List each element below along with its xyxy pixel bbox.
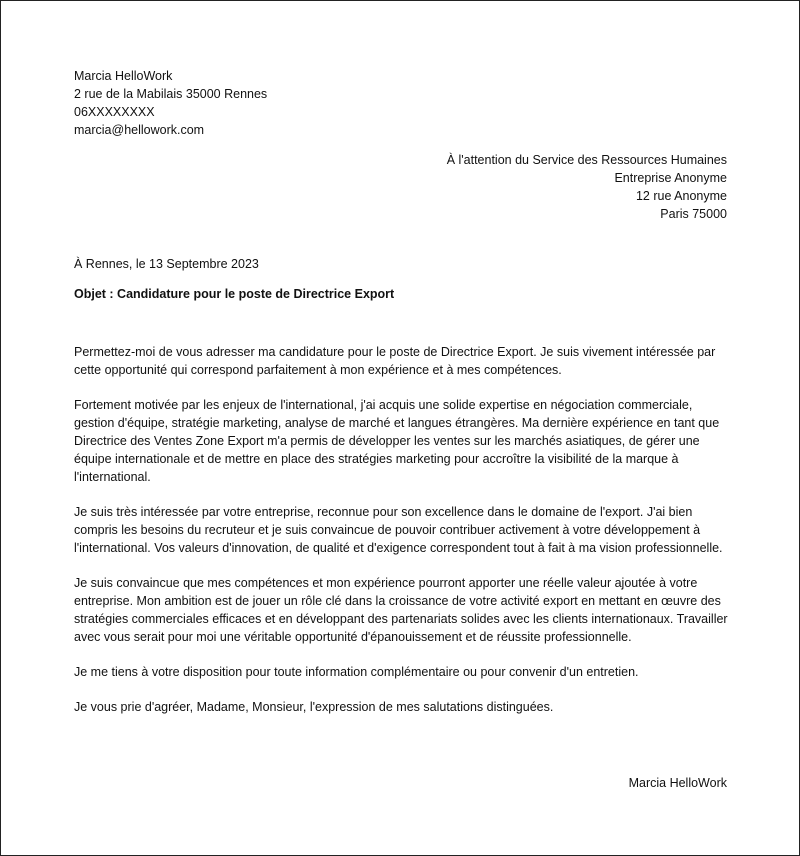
letter-subject: Objet : Candidature pour le poste de Directrice Export — [74, 287, 395, 301]
closing-paragraph: Je vous prie d'agréer, Madame, Monsieur, l'expression de mes salutations distinguées. — [74, 700, 554, 714]
body-paragraph: Permettez-moi de vous adresser ma candidature pour le poste de Directrice Export. Je suis vivement intéressée par cette opportunité qui correspond parfaitement à mon expérience et à mes compétences. — [74, 345, 716, 377]
letter-body — [74, 343, 734, 733]
body-paragraph: Je me tiens à votre disposition pour toute information complémentaire ou pour convenir d'un entretien. — [74, 665, 639, 679]
sender-address: 2 rue de la Mabilais 35000 Rennes — [74, 87, 268, 101]
recipient-company: Entreprise Anonyme — [614, 171, 727, 185]
place-date: À Rennes, le 13 Septembre 2023 — [74, 257, 259, 271]
recipient-attention: À l'attention du Service des Ressources Humaines — [446, 153, 727, 167]
body-paragraph: Je suis convaincue que mes compétences et mon expérience pourront apporter une réelle valeur ajoutée à votre entreprise. Mon ambition est de jouer un rôle clé dans la croissance de votre activité export en mettant en œuvre des stratégies commerciales efficaces et en développant des partenariats solides avec les clients internationaux. Travailler avec vous serait pour moi une véritable opportunité d'épanouissement et de réussite professionnelle. — [74, 576, 728, 644]
sender-block — [74, 67, 267, 139]
sender-email: marcia@hellowork.com — [74, 123, 205, 137]
body-paragraph: Fortement motivée par les enjeux de l'international, j'ai acquis une solide expertise en négociation commerciale, gestion d'équipe, stratégie marketing, analyse de marché et langues étrangères. Ma dernière expérience en tant que Directrice des Ventes Zone Export m'a permis de développer les ventes sur les marchés asiatiques, de gérer une équipe internationale et de mettre en place des stratégies marketing pour accroître la visibilité de la marque à l'international. — [74, 398, 720, 484]
body-paragraph: Je suis très intéressée par votre entreprise, reconnue pour son excellence dans le domaine de l'export. J'ai bien compris les besoins du recruteur et je suis convaincue de pouvoir contribuer activement à votre développement à l'international. Vos valeurs d'innovation, de qualité et d'exigence correspondent tout à fait à ma vision professionnelle. — [74, 505, 723, 555]
sender-name: Marcia HelloWork — [74, 69, 173, 83]
sender-phone: 06XXXXXXXX — [74, 105, 155, 119]
recipient-city: Paris 75000 — [660, 207, 727, 221]
recipient-block — [447, 151, 727, 223]
signature: Marcia HelloWork — [628, 776, 727, 790]
recipient-street: 12 rue Anonyme — [635, 189, 727, 203]
